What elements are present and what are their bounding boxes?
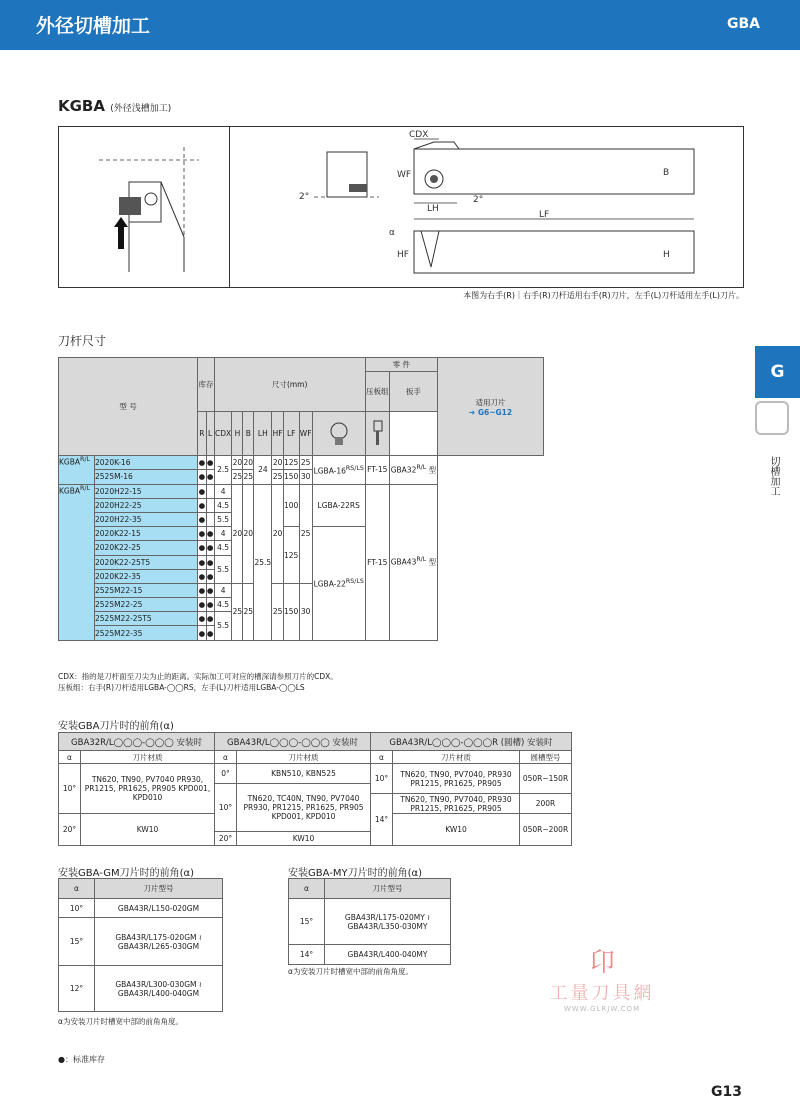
svg-text:H: H [663, 250, 670, 260]
watermark: 卬 工量刀具網 WWW.GLRJW.COM [549, 948, 655, 1013]
table-row: $KGBA^{R/L}$ 2020K-16 ● ● 2.5 20 20 24 20 125 25 LGBA-$16^{RS/LS}$ FT-15 $GBA32^{R/L}$ 型 [59, 456, 544, 470]
svg-text:LF: LF [539, 210, 550, 220]
table-row: 2525M22-25 ● ● 4.5 [59, 598, 544, 612]
table-row: 2525M22-35 ● ● [59, 626, 544, 640]
rake-angle-table: GBA32R/L◯◯◯-◯◯◯ 安装时 GBA43R/L◯◯◯-◯◯◯ 安装时 GBA43R/L◯◯◯-◯◯◯R (圆槽) 安装时 α 刀片材质 α 刀片材质 α 刀片材质 圆槽型号 10° TN620, TN90, PV7040 PR930, PR1215, PR1625, PR905 KPD001, KPD010 0° KBN510, KBN525 10° TN620, TN90, PV7040, PR930 PR1215, PR1625, PR905 050R~150R 10° TN620, TC40N, TN90, PV7040 PR930, PR1215, PR1625, PR905 KPD001, KPD010 14° TN620, TN90, PV7040, PR930 PR1215, PR1625, PR905 200R 20° KW10 KW10 050R~200R 20° KW10 [58, 732, 572, 846]
section-tab: G [755, 346, 800, 398]
toolholder-dimension-table: 型 号 库存 尺寸(mm) 零 件 适用刀片 ➔ G6~G12 压板组 扳手 R L CDX H B LH HF LF WF $KGBA^{R/L}$ 2020K-16 ● ● 2.5 20 20 24 20 125 25 LGBA-$16^{RS/LS}$ FT-15 $GBA32^{R/L}$ 型 2525M-16 ● ● 25 25 25 150 30 $KGBA^{R/L}$ 2020H22-15 ● 4 20 20 25.5 20 100 25 LGBA-22RS FT-15 $GBA43^{R/L}$ 型 2020H22-25 ● 4.5 2020H22-35 ● 5.5 2020K22-15 ● ● 4 125 LGBA-$22^{RS/LS}$ 2020K22-25 ● ● 4.5 2020K22-25T5 ● ● 5.5 2020K22-35 ● ● 2525M22-15 ● ● 4 25 25 25 150 30 2525M22-25 ● ● 4.5 2525M22-25T5 ● ● 5.5 2525M22-35 ● ● [58, 357, 544, 641]
header-parts: 零 件 [365, 358, 437, 372]
table-row: 2020H22-25 ● 4.5 [59, 498, 544, 512]
my-rake-table: α 刀片型号 15° GBA43R/L175-020MY ≀ GBA43R/L350-030MY 14° GBA43R/L400-040MY [288, 878, 451, 965]
table-row: 2020H22-35 ● 5.5 [59, 512, 544, 526]
svg-text:B: B [663, 168, 670, 178]
header-model: 型 号 [59, 358, 198, 456]
table-row: 2020K22-25T5 ● ● 5.5 [59, 555, 544, 569]
header-clamp: 压板组 [365, 372, 389, 412]
svg-text:CDX: CDX [409, 130, 429, 140]
gm-note: α为安装刀片时槽宽中部的前角角度。 [58, 1017, 183, 1026]
header-wrench: 扳手 [389, 372, 437, 412]
page-number: G13 [711, 1084, 742, 1100]
rake-angle-title: 安装GBA刀片时的前角(α) [58, 721, 174, 732]
diagram-drawing [59, 127, 745, 287]
toolholder-diagram [58, 126, 744, 288]
section-title: 刀杆尺寸 [58, 334, 107, 348]
diagram-note: 本图为右手(R)｜右手(R)刀杆适用右手(R)刀片，左手(L)刀杆适用左手(L)刀片。 [463, 291, 744, 300]
section-vertical-label: 切槽加工 [768, 456, 779, 496]
my-rake-title: 安装GBA-MY刀片时的前角(α) [288, 868, 422, 879]
stock-legend: ●：标准库存 [58, 1055, 105, 1064]
header-dims: 尺寸(mm) [214, 358, 365, 412]
svg-text:2°: 2° [473, 195, 484, 205]
model-prefix: $KGBA^{R/L}$ [59, 484, 95, 640]
header-inserts: 适用刀片 ➔ G6~G12 [438, 358, 544, 456]
clamp-image [312, 412, 365, 456]
table-row: 2525M22-25T5 ● ● 5.5 [59, 612, 544, 626]
table-row: 2020K22-25 ● ● 4.5 [59, 541, 544, 555]
svg-text:WF: WF [397, 170, 412, 180]
page-title: 外径切槽加工 [36, 15, 151, 37]
svg-text:2°: 2° [299, 192, 310, 202]
gm-rake-title: 安装GBA-GM刀片时的前角(α) [58, 868, 194, 879]
svg-text:LH: LH [427, 204, 439, 214]
product-title: KGBA (外径浅槽加工) [58, 97, 172, 115]
table-row: $KGBA^{R/L}$ 2020H22-15 ● 4 20 20 25.5 20 100 25 LGBA-22RS FT-15 $GBA43^{R/L}$ 型 [59, 484, 544, 498]
svg-text:α: α [389, 228, 395, 238]
svg-text:HF: HF [397, 250, 409, 260]
model-prefix: $KGBA^{R/L}$ [59, 456, 95, 484]
page-header [0, 0, 800, 50]
gm-rake-table: α 刀片型号 10° GBA43R/L150-020GM 15° GBA43R/L175-020GM ≀ GBA43R/L265-030GM 12° GBA43R/L300-030GM ≀ GBA43R/L400-040GM [58, 878, 223, 1012]
my-note: α为安装刀片时槽宽中部的前角角度。 [288, 967, 413, 976]
wrench-image [365, 412, 389, 456]
table-notes: CDX：指的是刀杆面至刀尖为止的距离。实际加工可对应的槽深请参照刀片的CDX。 压板组：右手(R)刀杆适用LGBA-◯◯RS，左手(L)刀杆适用LGBA-◯◯LS [58, 672, 338, 692]
header-stock: 库存 [198, 358, 215, 412]
table-row: 2020K22-35 ● ● [59, 569, 544, 583]
grooving-icon [755, 401, 789, 435]
table-row: 2525M22-15 ● ● 4 25 25 25 150 30 [59, 583, 544, 597]
series-code: GBA [727, 16, 760, 32]
table-row: 2525M-16 ● ● 25 25 25 150 30 [59, 470, 544, 484]
table-row: 2020K22-15 ● ● 4 125 LGBA-$22^{RS/LS}$ [59, 527, 544, 541]
